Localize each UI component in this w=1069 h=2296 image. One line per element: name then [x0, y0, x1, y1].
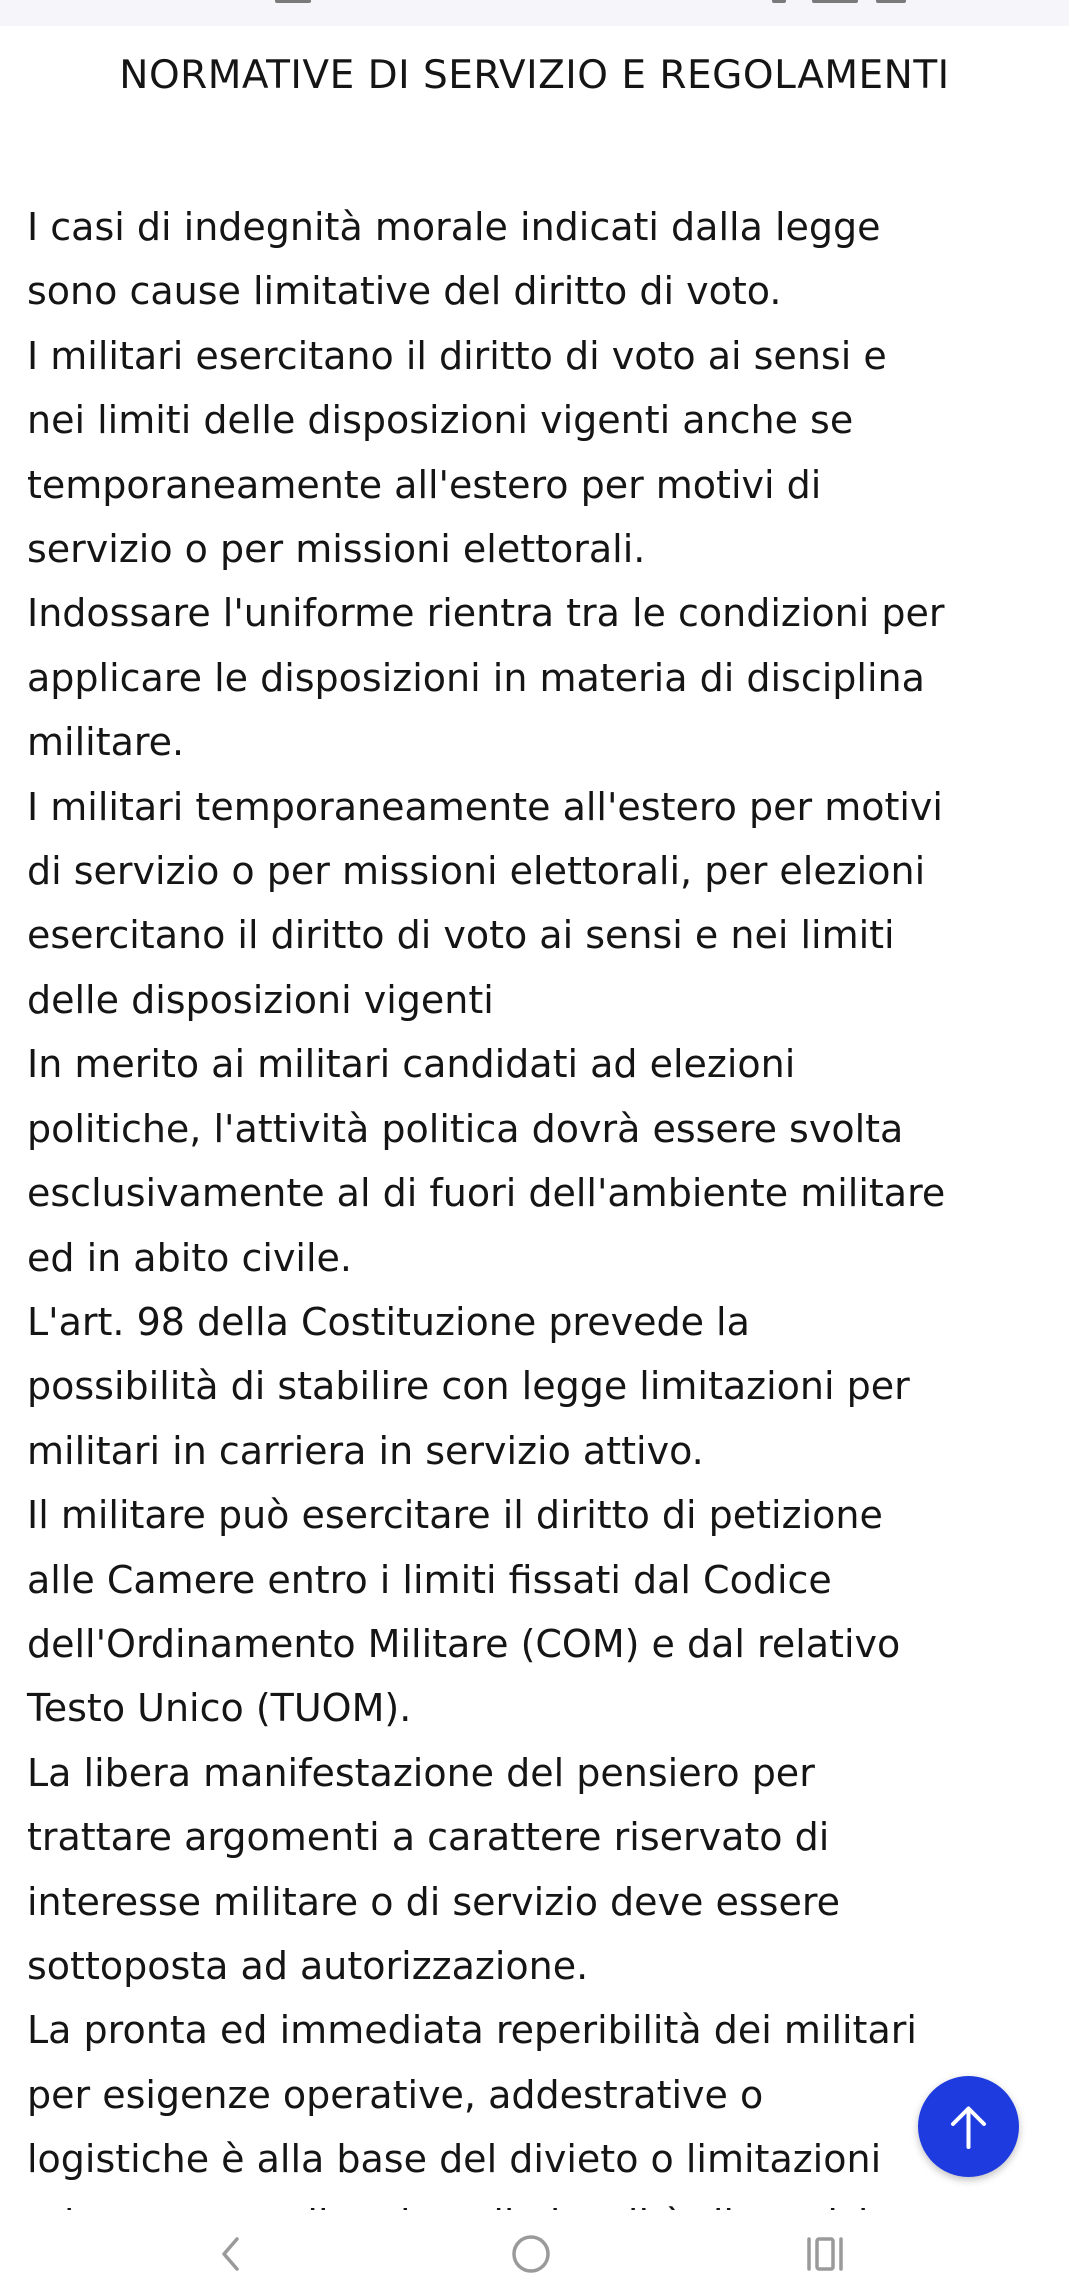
text-line: I militari temporaneamente all'estero per motivi	[27, 784, 943, 829]
nav-back-button[interactable]	[186, 2224, 276, 2284]
scroll-to-top-button[interactable]	[918, 2076, 1019, 2177]
text-line: politiche, l'attività politica dovrà essere svolta	[27, 1106, 904, 1151]
text-line: sono cause limitative del diritto di voto.	[27, 269, 782, 314]
text-line: La pronta ed immediata reperibilità dei militari	[27, 2008, 917, 2053]
text-line: applicare le disposizioni in materia di disciplina	[27, 655, 925, 700]
circle-home-icon	[506, 2229, 556, 2279]
text-line: ed in abito civile.	[27, 1235, 353, 1280]
text-line: nei limiti delle disposizioni vigenti anche se	[27, 398, 854, 443]
text-line: sottoposta ad autorizzazione.	[27, 1943, 589, 1988]
text-line: militare.	[27, 720, 185, 765]
regulations-text	[27, 195, 1067, 2256]
page-title: NORMATIVE DI SERVIZIO E REGOLAMENTI	[119, 53, 950, 98]
text-line: di servizio o per missioni elettorali, per elezioni	[27, 849, 926, 894]
text-line: interesse militare o di servizio deve essere	[27, 1879, 840, 1924]
text-line: servizio o per missioni elettorali.	[27, 527, 646, 572]
text-line: Il militare può esercitare il diritto di petizione	[27, 1493, 883, 1538]
status-indicator	[876, 0, 906, 3]
text-line: trattare argomenti a carattere riservato di	[27, 1815, 830, 1860]
chevron-left-icon	[206, 2229, 256, 2279]
text-line: L'art. 98 della Costituzione prevede la	[27, 1299, 750, 1344]
text-line: possibilità di stabilire con legge limitazioni per	[27, 1364, 910, 1409]
arrow-up-icon	[943, 2101, 994, 2152]
status-indicator	[275, 0, 311, 3]
text-line: militari in carriera in servizio attivo.	[27, 1428, 704, 1473]
text-line: alle Camere entro i limiti fissati dal Codice	[27, 1557, 832, 1602]
content-scroll-area[interactable]	[0, 195, 1069, 2209]
text-line: dell'Ordinamento Militare (COM) e dal relativo	[27, 1621, 901, 1666]
recent-apps-icon	[800, 2229, 850, 2279]
text-line: per esigenze operative, addestrative o	[27, 2072, 764, 2117]
text-line: logistiche è alla base del divieto o limitazioni	[27, 2137, 882, 2182]
text-line: delle disposizioni vigenti	[27, 977, 494, 1022]
text-line: I casi di indegnità morale indicati dalla legge	[27, 205, 881, 249]
nav-home-button[interactable]	[486, 2224, 576, 2284]
text-line: Indossare l'uniforme rientra tra le condizioni per	[27, 591, 945, 636]
text-line: temporaneamente all'estero per motivi di	[27, 462, 822, 507]
status-bar	[0, 0, 1069, 26]
text-line: I militari esercitano il diritto di voto ai sensi e	[27, 333, 887, 378]
text-line: Testo Unico (TUOM).	[27, 1686, 412, 1731]
status-indicator	[772, 0, 786, 3]
system-navigation-bar	[0, 2210, 1069, 2296]
text-line: esclusivamente al di fuori dell'ambiente militare	[27, 1171, 946, 1216]
text-line: La libera manifestazione del pensiero per	[27, 1750, 815, 1795]
text-line: In merito ai militari candidati ad elezioni	[27, 1042, 796, 1087]
status-indicator	[812, 0, 858, 3]
text-line: esercitano il diritto di voto ai sensi e nei limiti	[27, 913, 895, 958]
nav-recents-button[interactable]	[780, 2224, 870, 2284]
